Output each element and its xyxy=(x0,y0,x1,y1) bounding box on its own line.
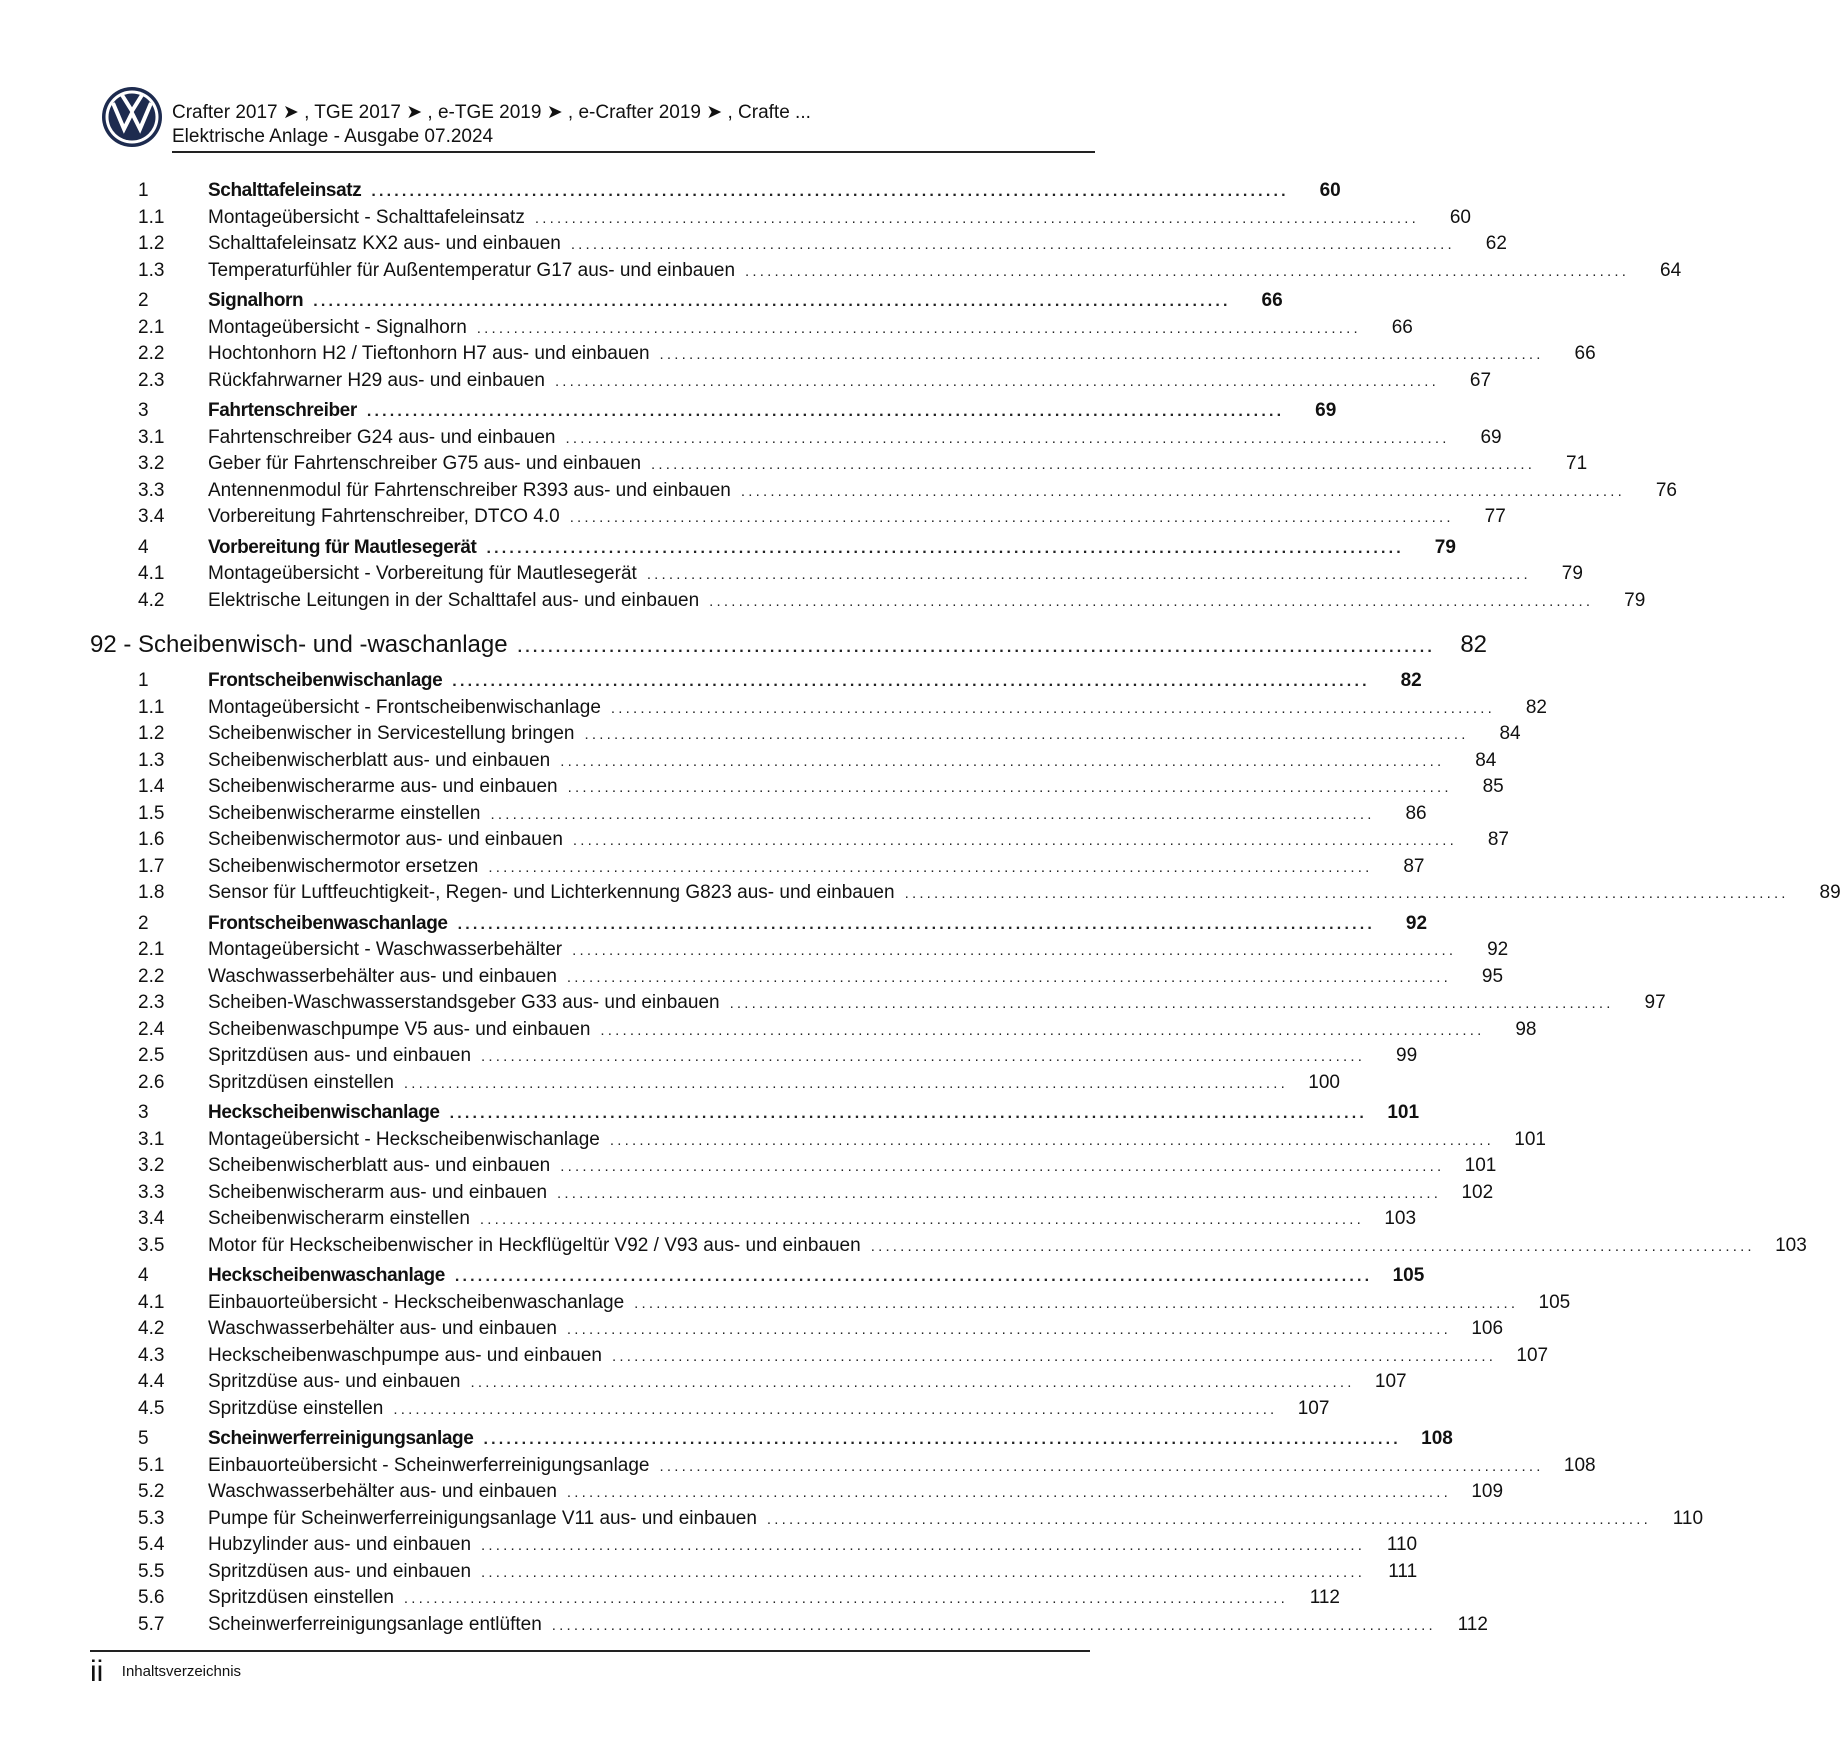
toc-title: Waschwasserbehälter aus- und einbauen xyxy=(208,1318,557,1339)
toc-leader: ........................................................................................................................ xyxy=(766,1510,1652,1528)
toc-number: 4.2 xyxy=(138,1318,165,1339)
toc-number: 5 xyxy=(138,1428,149,1449)
toc-leader: ........................................................................................................................ xyxy=(570,236,1455,253)
toc-page-number: 97 xyxy=(1644,992,1666,1013)
toc-entry[interactable] xyxy=(90,1153,1497,1180)
toc-page-number: 82 xyxy=(1460,631,1488,658)
toc-page-number: 79 xyxy=(1561,563,1583,584)
toc-entry[interactable] xyxy=(90,774,1504,801)
toc-leader: ........................................................................................................................ xyxy=(366,403,1285,420)
toc-leader: ........................................................................................................................ xyxy=(659,346,1544,363)
toc-page-number: 103 xyxy=(1775,1234,1807,1256)
toc-entry[interactable] xyxy=(90,258,1682,285)
toc-leader: ........................................................................................................................ xyxy=(610,699,1495,717)
toc-title: Scheinwerferreinigungsanlage xyxy=(208,1428,474,1449)
toc-number: 1.2 xyxy=(138,723,165,744)
toc-leader: ........................................................................................................................ xyxy=(569,509,1454,526)
footer-page-number: ii xyxy=(90,1655,104,1688)
toc-title: Elektrische Leitungen in der Schalttafel aus- und einbauen xyxy=(208,589,700,611)
toc-page-number: 87 xyxy=(1487,829,1509,850)
toc-page-number: 69 xyxy=(1480,426,1502,448)
toc-leader: ........................................................................................................................ xyxy=(481,1563,1366,1581)
toc-entry[interactable] xyxy=(90,748,1497,775)
toc-entry[interactable] xyxy=(90,1479,1504,1506)
toc-number: 3.1 xyxy=(138,1128,165,1150)
toc-page-number: 71 xyxy=(1566,453,1588,474)
toc-entry[interactable] xyxy=(90,368,1492,395)
toc-entry[interactable] xyxy=(90,1070,1340,1097)
toc-leader: ........................................................................................................................ xyxy=(517,639,1436,656)
toc-entry[interactable] xyxy=(90,721,1521,748)
toc-number: 3.4 xyxy=(138,1208,165,1229)
toc-leader: ........................................................................................................................ xyxy=(572,832,1457,849)
toc-entry[interactable] xyxy=(90,1612,1488,1639)
toc-title: Frontscheibenwaschanlage xyxy=(208,912,448,934)
toc-number: 2.1 xyxy=(138,316,165,338)
toc-page-number: 101 xyxy=(1387,1102,1420,1123)
toc-page-number: 69 xyxy=(1315,400,1337,421)
toc-page-number: 85 xyxy=(1482,776,1504,797)
toc-title: Spritzdüsen einstellen xyxy=(208,1071,394,1093)
toc-number: 1.2 xyxy=(138,233,165,254)
toc-title: Einbauorteübersicht - Scheinwerferreinigungsanlage xyxy=(208,1454,650,1476)
toc-leader: ........................................................................................................................ xyxy=(551,1616,1436,1634)
toc-leader: ........................................................................................................................ xyxy=(566,1484,1452,1501)
toc-leader: ........................................................................................................................ xyxy=(609,1131,1494,1149)
toc-title: Spritzdüsen aus- und einbauen xyxy=(208,1560,472,1582)
header-models: Crafter 2017 ➤ , TGE 2017 ➤ , e-TGE 2019 ➤ , e-Crafter 2019 ➤ , Crafte ... xyxy=(172,102,811,123)
toc-number: 4.2 xyxy=(138,589,165,611)
toc-leader: ........................................................................................................................ xyxy=(481,1048,1366,1065)
toc-number: 2 xyxy=(138,290,149,311)
toc-leader: ........................................................................................................................ xyxy=(904,885,1789,902)
toc-section[interactable] xyxy=(90,535,1456,562)
toc-page-number: 110 xyxy=(1672,1507,1704,1529)
toc-leader: ........................................................................................................................ xyxy=(611,1347,1497,1365)
toc-entry[interactable] xyxy=(90,1206,1417,1233)
toc-number: 4.4 xyxy=(138,1371,165,1392)
toc-leader: ........................................................................................................................ xyxy=(584,726,1469,743)
toc-leader: ........................................................................................................................ xyxy=(486,539,1404,557)
toc-number: 1.4 xyxy=(138,776,165,797)
toc-title: Spritzdüse einstellen xyxy=(208,1397,384,1419)
toc-number: 1.1 xyxy=(138,696,165,718)
toc-title: Heckscheibenwischanlage xyxy=(208,1102,440,1123)
toc-page-number: 92 xyxy=(1487,939,1509,960)
toc-title: Montageübersicht - Frontscheibenwischanlage xyxy=(208,696,601,718)
toc-title: Schalttafeleinsatz xyxy=(208,180,362,201)
toc-leader: ........................................................................................................................ xyxy=(646,566,1531,583)
toc-page-number: 111 xyxy=(1388,1560,1418,1582)
toc-page-number: 79 xyxy=(1624,589,1646,611)
toc-leader: ........................................................................................................................ xyxy=(565,429,1450,447)
toc-entry[interactable] xyxy=(90,231,1507,258)
toc-title: Rückfahrwarner H29 aus- und einbauen xyxy=(208,369,545,391)
toc-leader: ........................................................................................................................ xyxy=(600,1021,1485,1039)
toc-leader: ........................................................................................................................ xyxy=(488,858,1373,876)
toc-number: 3.1 xyxy=(138,426,165,448)
toc-number: 5.7 xyxy=(138,1613,165,1635)
toc-page-number: 102 xyxy=(1461,1181,1494,1203)
toc-page-number: 92 xyxy=(1405,912,1428,934)
toc-page-number: 66 xyxy=(1261,290,1283,311)
toc-title: Scheinwerferreinigungsanlage entlüften xyxy=(208,1613,542,1635)
toc-number: 5.1 xyxy=(138,1454,165,1476)
toc-entry[interactable] xyxy=(90,1043,1418,1070)
toc-number: 4.3 xyxy=(138,1344,165,1366)
toc-entry[interactable] xyxy=(90,341,1596,368)
toc-entry[interactable] xyxy=(90,1585,1340,1612)
toc-number: 2.3 xyxy=(138,992,165,1013)
toc-page-number: 105 xyxy=(1392,1265,1425,1286)
toc-section[interactable] xyxy=(90,398,1337,425)
toc-entry[interactable] xyxy=(90,1017,1537,1044)
toc-section[interactable] xyxy=(90,668,1422,695)
toc-entry[interactable] xyxy=(90,964,1504,991)
toc-title: Scheiben-Waschwasserstandsgeber G33 aus- und einbauen xyxy=(208,992,720,1013)
toc-leader: ........................................................................................................................ xyxy=(393,1400,1278,1418)
toc-number: 3.5 xyxy=(138,1234,165,1256)
toc-entry[interactable] xyxy=(90,937,1509,964)
toc-number: 4 xyxy=(138,1265,149,1286)
toc-page-number: 79 xyxy=(1434,536,1456,558)
toc-title: Montageübersicht - Vorbereitung für Mautlesegerät xyxy=(208,563,637,584)
toc-leader: ........................................................................................................................ xyxy=(313,293,1231,310)
toc-entry[interactable] xyxy=(90,1506,1704,1533)
toc-leader: ........................................................................................................................ xyxy=(729,995,1614,1012)
toc-page-number: 87 xyxy=(1403,855,1425,877)
toc-number: 4.1 xyxy=(138,1291,165,1313)
toc-title: Einbauorteübersicht - Heckscheibenwaschanlage xyxy=(208,1291,625,1313)
toc-number: 4 xyxy=(138,536,149,558)
toc-title: Scheibenwischermotor ersetzen xyxy=(208,855,479,877)
footer-label: Inhaltsverzeichnis xyxy=(121,1663,242,1680)
toc-entry[interactable] xyxy=(90,1233,1807,1260)
toc-page-number: 107 xyxy=(1297,1397,1330,1419)
toc-number: 1.3 xyxy=(138,749,165,771)
toc-title: Scheibenwischerarme einstellen xyxy=(208,802,481,824)
toc-leader: ........................................................................................................................ xyxy=(476,319,1361,337)
toc-entry[interactable] xyxy=(90,1316,1504,1343)
toc-chapter[interactable] xyxy=(90,626,1488,664)
toc-title: Schalttafeleinsatz KX2 aus- und einbauen xyxy=(208,233,561,254)
toc-page-number: 89 xyxy=(1819,882,1841,903)
toc-entry[interactable] xyxy=(90,1559,1418,1586)
toc-number: 5.4 xyxy=(138,1534,165,1555)
toc-page-number: 101 xyxy=(1514,1128,1546,1150)
header-edition: Elektrische Anlage - Ausgabe 07.2024 xyxy=(172,126,494,147)
toc-entry[interactable] xyxy=(90,425,1502,452)
toc-section[interactable] xyxy=(90,1263,1425,1290)
toc-number: 1.5 xyxy=(138,802,165,824)
toc-title: Motor für Heckscheibenwischer in Heckflügeltür V92 / V93 aus- und einbauen xyxy=(208,1234,861,1256)
toc-section[interactable] xyxy=(90,178,1341,205)
toc-title: Montageübersicht - Schalttafeleinsatz xyxy=(208,206,525,228)
toc-page-number: 86 xyxy=(1405,802,1427,824)
toc-entry[interactable] xyxy=(90,315,1413,342)
footer-divider xyxy=(90,1650,1090,1652)
toc-number: 4.5 xyxy=(138,1397,165,1419)
toc-entry[interactable] xyxy=(90,451,1588,478)
toc-title: Scheibenwischermotor aus- und einbauen xyxy=(208,829,563,850)
toc-number: 3.4 xyxy=(138,506,165,527)
toc-title: Heckscheibenwaschpumpe aus- und einbauen xyxy=(208,1344,602,1366)
toc-leader: ........................................................................................................................ xyxy=(560,1158,1445,1175)
toc-page-number: 108 xyxy=(1421,1428,1453,1449)
toc-entry[interactable] xyxy=(90,880,1841,907)
toc-leader: ........................................................................................................................ xyxy=(745,262,1630,280)
toc-page-number: 82 xyxy=(1400,670,1422,691)
toc-page-number: 101 xyxy=(1464,1155,1497,1176)
toc-title: Scheibenwaschpumpe V5 aus- und einbauen xyxy=(208,1018,591,1040)
toc-entry[interactable] xyxy=(90,695,1547,722)
toc-page-number: 67 xyxy=(1469,369,1492,391)
toc-title: Waschwasserbehälter aus- und einbauen xyxy=(208,965,557,987)
toc-title: Signalhorn xyxy=(208,290,304,311)
toc-section[interactable] xyxy=(90,911,1428,938)
toc-page-number: 66 xyxy=(1574,343,1596,364)
toc-title: Waschwasserbehälter aus- und einbauen xyxy=(208,1481,557,1502)
toc-leader: ........................................................................................................................ xyxy=(449,1105,1368,1122)
toc-title: Scheibenwischerarm aus- und einbauen xyxy=(208,1181,548,1203)
toc-page-number: 64 xyxy=(1660,259,1682,281)
toc-page-number: 82 xyxy=(1525,696,1547,718)
toc-entry[interactable] xyxy=(90,504,1506,531)
toc-number: 1.8 xyxy=(138,882,165,903)
toc-leader: ........................................................................................................................ xyxy=(490,805,1375,823)
toc-entry[interactable] xyxy=(90,205,1471,232)
toc-title: Montageübersicht - Waschwasserbehälter xyxy=(208,939,563,960)
toc-entry[interactable] xyxy=(90,1127,1546,1154)
toc-title: Spritzdüse aus- und einbauen xyxy=(208,1371,461,1392)
toc-page-number: 107 xyxy=(1516,1344,1549,1366)
toc-title: Fahrtenschreiber xyxy=(208,400,357,421)
toc-number: 5.3 xyxy=(138,1507,165,1529)
toc-entry[interactable] xyxy=(90,1180,1494,1207)
toc-number: 5.2 xyxy=(138,1481,165,1502)
toc-title: Geber für Fahrtenschreiber G75 aus- und einbauen xyxy=(208,453,642,474)
toc-title: Temperaturfühler für Außentemperatur G17 aus- und einbauen xyxy=(208,259,736,281)
toc-leader: ........................................................................................................................ xyxy=(403,1074,1288,1092)
toc-title: Spritzdüsen aus- und einbauen xyxy=(208,1045,472,1066)
toc-title: Sensor für Luftfeuchtigkeit-, Regen- und Lichterkennung G823 aus- und einbauen xyxy=(208,882,895,903)
toc-title: Scheibenwischerarm einstellen xyxy=(208,1208,470,1229)
toc-page-number: 60 xyxy=(1319,180,1341,201)
toc-number: 2.3 xyxy=(138,369,165,391)
toc-number: 1 xyxy=(138,670,149,691)
toc-leader: ........................................................................................................................ xyxy=(634,1294,1519,1312)
toc-entry[interactable] xyxy=(90,801,1427,828)
toc-page-number: 62 xyxy=(1485,233,1507,254)
toc-entry[interactable] xyxy=(90,588,1646,615)
header-text xyxy=(172,101,811,149)
toc-number: 2.6 xyxy=(138,1071,165,1093)
toc-title: Frontscheibenwischanlage xyxy=(208,670,443,691)
toc-leader: ........................................................................................................................ xyxy=(651,456,1536,473)
toc-title: Scheibenwischerblatt aus- und einbauen xyxy=(208,749,551,771)
toc-leader: ........................................................................................................................ xyxy=(567,779,1452,796)
toc-title: Fahrtenschreiber G24 aus- und einbauen xyxy=(208,426,556,448)
toc-page-number: 95 xyxy=(1481,965,1504,987)
toc-page-number: 112 xyxy=(1457,1613,1488,1635)
toc-title: Vorbereitung Fahrtenschreiber, DTCO 4.0 xyxy=(208,506,560,527)
toc-number: 3.3 xyxy=(138,1181,165,1203)
toc-page-number: 100 xyxy=(1308,1071,1340,1093)
toc-leader: ........................................................................................................................ xyxy=(572,942,1457,959)
toc-entry[interactable] xyxy=(90,1396,1330,1423)
toc-page-number: 84 xyxy=(1499,723,1521,744)
toc-number: 2.2 xyxy=(138,965,165,987)
toc-entry[interactable] xyxy=(90,827,1509,854)
toc-page-number: 105 xyxy=(1538,1291,1571,1313)
toc-number: 1.6 xyxy=(138,829,165,850)
toc-number: 1 xyxy=(138,180,149,201)
toc-page-number: 84 xyxy=(1475,749,1497,771)
toc-number: 5.5 xyxy=(138,1560,165,1582)
page-footer xyxy=(90,1655,241,1689)
toc-page-number: 107 xyxy=(1374,1371,1407,1392)
toc-leader: ........................................................................................................................ xyxy=(870,1237,1755,1255)
toc-number: 1.3 xyxy=(138,259,165,281)
toc-leader: ........................................................................................................................ xyxy=(740,482,1625,500)
toc-leader: ........................................................................................................................ xyxy=(403,1590,1288,1607)
toc-title: Scheibenwischerblatt aus- und einbauen xyxy=(208,1155,551,1176)
toc-leader: ........................................................................................................................ xyxy=(454,1268,1373,1285)
toc-number: 2.1 xyxy=(138,939,165,960)
toc-entry[interactable] xyxy=(90,561,1583,588)
toc-title: Pumpe für Scheinwerferreinigungsanlage V11 aus- und einbauen xyxy=(208,1507,757,1529)
toc-title: Heckscheibenwaschanlage xyxy=(208,1265,445,1286)
toc-entry[interactable] xyxy=(90,478,1677,505)
toc-title: Montageübersicht - Signalhorn xyxy=(208,316,467,338)
toc-page-number: 112 xyxy=(1309,1587,1340,1608)
page-header xyxy=(100,85,1095,153)
toc-number: 3 xyxy=(138,400,149,421)
toc-entry[interactable] xyxy=(90,1343,1549,1370)
vw-logo-icon xyxy=(100,85,164,149)
toc-page-number: 99 xyxy=(1396,1045,1418,1066)
toc-leader: ........................................................................................................................ xyxy=(554,372,1440,390)
toc-number: 2.5 xyxy=(138,1045,165,1066)
toc-title: Antennenmodul für Fahrtenschreiber R393 aus- und einbauen xyxy=(208,479,731,501)
toc-title: 92 - Scheibenwisch- und -waschanlage xyxy=(90,631,508,658)
toc-page-number: 110 xyxy=(1386,1534,1418,1555)
toc-section[interactable] xyxy=(90,288,1283,315)
toc-entry[interactable] xyxy=(90,990,1666,1017)
toc-leader: ........................................................................................................................ xyxy=(452,673,1370,690)
toc-leader: ........................................................................................................................ xyxy=(481,1537,1366,1554)
header-divider xyxy=(172,151,1095,153)
toc-entry[interactable] xyxy=(90,1369,1407,1396)
toc-page-number: 77 xyxy=(1484,506,1506,527)
toc-leader: ........................................................................................................................ xyxy=(479,1211,1365,1228)
toc-page-number: 60 xyxy=(1449,206,1471,228)
toc-leader: ........................................................................................................................ xyxy=(709,592,1594,610)
toc-number: 3.2 xyxy=(138,453,165,474)
toc-leader: ........................................................................................................................ xyxy=(659,1457,1544,1475)
toc-title: Scheibenwischerarme aus- und einbauen xyxy=(208,776,558,797)
toc-title: Hochtonhorn H2 / Tieftonhorn H7 aus- und einbauen xyxy=(208,343,650,364)
toc-page-number: 106 xyxy=(1471,1318,1504,1339)
toc-leader: ........................................................................................................................ xyxy=(483,1431,1401,1448)
toc-leader: ........................................................................................................................ xyxy=(470,1374,1355,1391)
toc-number: 2.2 xyxy=(138,343,165,364)
toc-number: 5.6 xyxy=(138,1587,165,1608)
toc-title: Montageübersicht - Heckscheibenwischanlage xyxy=(208,1128,600,1150)
toc-leader: ........................................................................................................................ xyxy=(557,1184,1442,1202)
toc-number: 4.1 xyxy=(138,563,165,584)
toc-page-number: 66 xyxy=(1391,316,1413,338)
toc-page-number: 108 xyxy=(1563,1454,1596,1476)
toc-number: 1.1 xyxy=(138,206,165,228)
toc-number: 2 xyxy=(138,912,149,934)
toc-title: Vorbereitung für Mautlesegerät xyxy=(208,536,477,558)
toc-section[interactable] xyxy=(90,1426,1453,1453)
table-of-contents xyxy=(90,178,1841,1638)
toc-entry[interactable] xyxy=(90,1453,1596,1480)
toc-number: 2.4 xyxy=(138,1018,165,1040)
toc-title: Spritzdüsen einstellen xyxy=(208,1587,394,1608)
toc-entry[interactable] xyxy=(90,1532,1418,1559)
toc-leader: ........................................................................................................................ xyxy=(566,1321,1452,1338)
toc-number: 3 xyxy=(138,1102,149,1123)
toc-leader: ........................................................................................................................ xyxy=(457,915,1376,933)
toc-page-number: 76 xyxy=(1655,479,1677,501)
toc-page-number: 109 xyxy=(1471,1481,1504,1502)
toc-section[interactable] xyxy=(90,1100,1420,1127)
toc-page-number: 98 xyxy=(1515,1018,1537,1040)
toc-page-number: 103 xyxy=(1384,1208,1417,1229)
toc-title: Scheibenwischer in Servicestellung bringen xyxy=(208,723,575,744)
toc-number: 3.3 xyxy=(138,479,165,501)
toc-title: Hubzylinder aus- und einbauen xyxy=(208,1534,472,1555)
toc-entry[interactable] xyxy=(90,854,1425,881)
toc-entry[interactable] xyxy=(90,1290,1571,1317)
toc-leader: ........................................................................................................................ xyxy=(534,209,1419,227)
toc-number: 3.2 xyxy=(138,1155,165,1176)
toc-leader: ........................................................................................................................ xyxy=(566,968,1452,986)
toc-number: 1.7 xyxy=(138,855,165,877)
toc-leader: ........................................................................................................................ xyxy=(371,183,1289,200)
toc-leader: ........................................................................................................................ xyxy=(560,752,1445,770)
